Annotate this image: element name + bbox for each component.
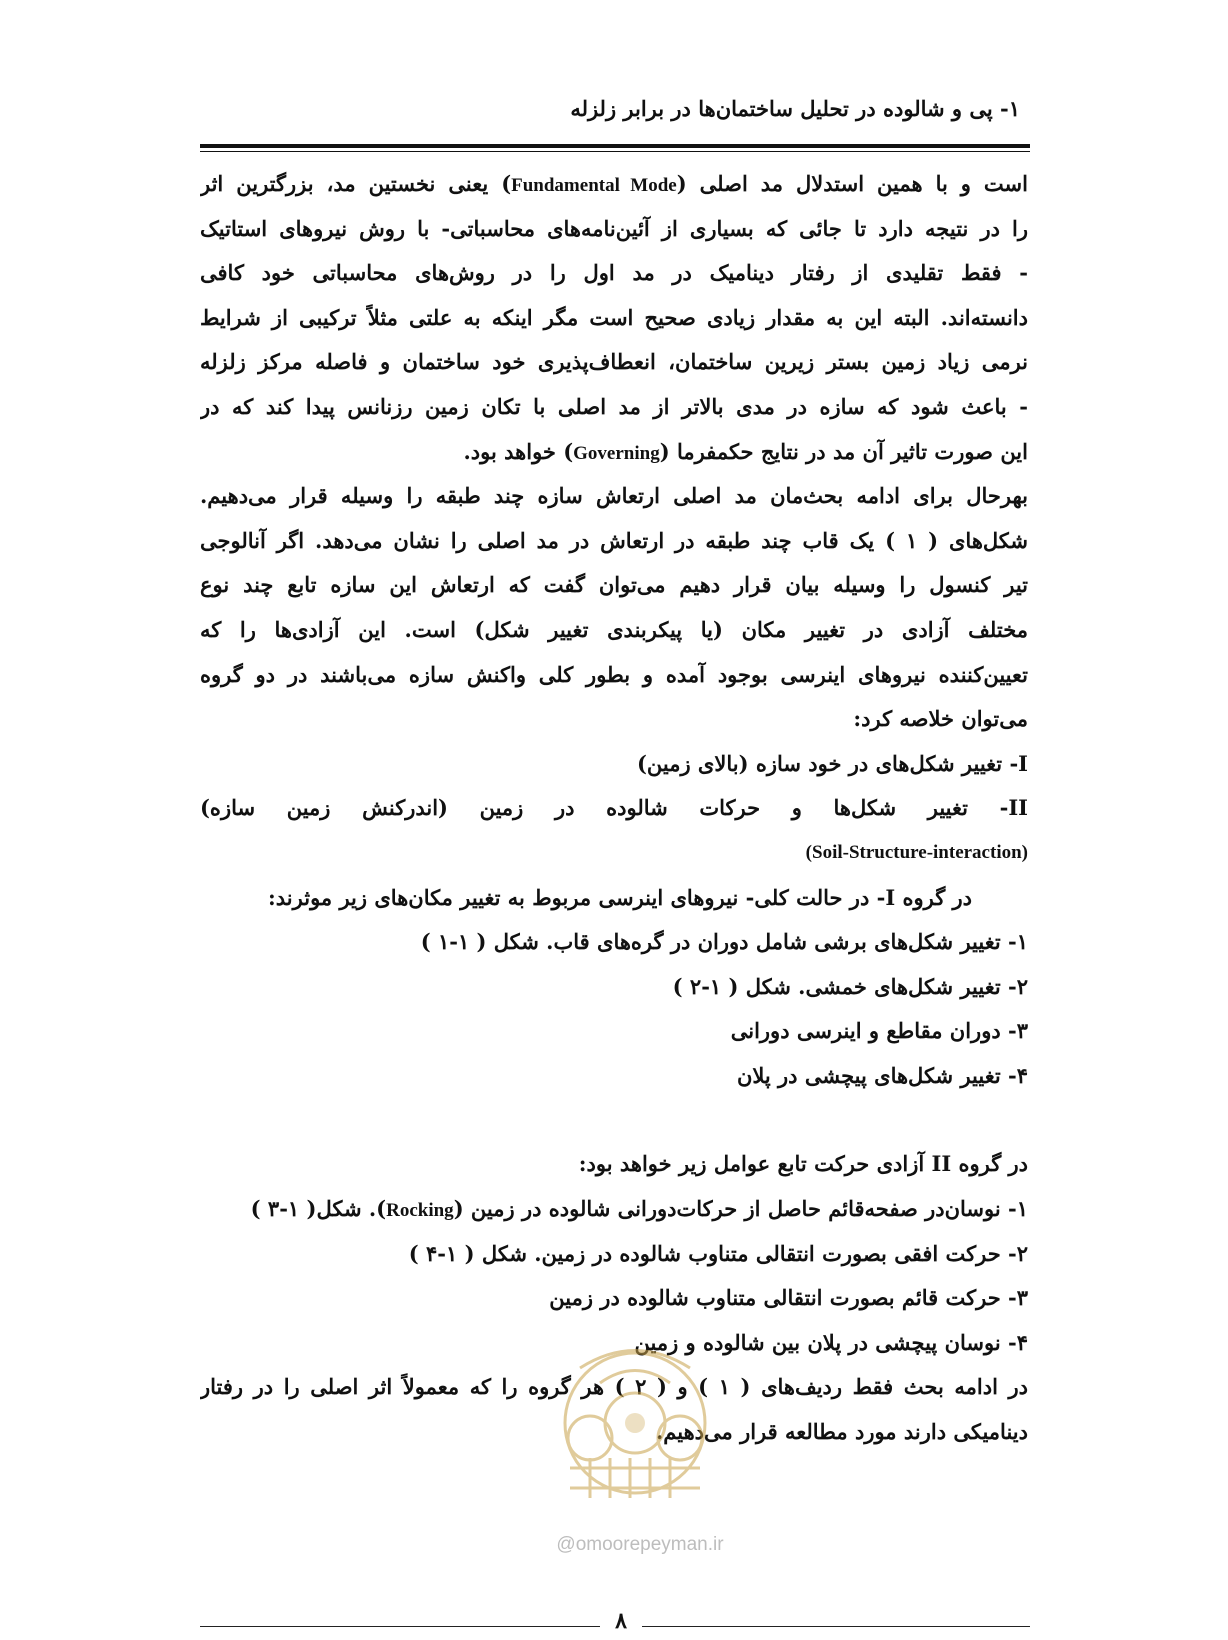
list-item: ۱- تغییر شکل‌های برشی شامل دوران در گره‌های قاب. شکل ( ۱-۱ ) [420, 929, 1028, 955]
header-rule-thin [200, 151, 1030, 152]
watermark-text: @omoorepeyman.ir [556, 1534, 724, 1555]
section-gap [200, 1098, 1028, 1142]
rocking-term: Rocking [386, 1200, 454, 1222]
paragraph-line: این صورت تاثیر آن مد در نتایج حکمفرما (Governing) خواهد بود. [463, 438, 1028, 464]
list-item: ۲- حرکت افقی بصورت انتقالی متناوب شالوده در زمین. شکل ( ۱-۴ ) [408, 1240, 1028, 1266]
paragraph-line: - باعث شود که سازه در مدی بالاتر از مد اصلی با تکان زمین رزنانس پیدا کند که در [200, 393, 1028, 419]
paragraph-line: - فقط تقلیدی از رفتار دینامیک در مد اول را در روش‌های محاسباتی خود کافی [200, 260, 1028, 286]
paragraph-line: شکل‌های ( ۱ ) یک قاب چند طبقه در ارتعاش در مد اصلی را نشان می‌دهد. اگر آنالوجی [200, 527, 1028, 553]
paragraph-line: بهرحال برای ادامه بحث‌مان مد اصلی ارتعاش سازه چند طبقه را وسیله قرار می‌دهیم. [200, 483, 1028, 509]
running-title: ۱- پی و شالوده در تحلیل ساختمان‌ها در برابر زلزله [570, 96, 1020, 121]
soil-structure-interaction-term: (Soil-Structure-interaction) [805, 841, 1028, 863]
list-item: ۳- دوران مقاطع و اینرسی دورانی [730, 1018, 1028, 1044]
paragraph-line: مختلف آزادی در تغییر مکان (یا پیکربندی تغییر شکل) است. این آزادی‌ها را که [200, 616, 1028, 642]
group-ii-label: II- تغییر شکل‌ها و حرکات شالوده در زمین (اندرکنش زمین سازه) [200, 795, 1028, 821]
paragraph-line: می‌توان خلاصه کرد: [853, 706, 1028, 732]
list-item: ۴- تغییر شکل‌های پیچشی در پلان [736, 1062, 1028, 1088]
governing-term: Governing [573, 442, 660, 464]
list-item: ۲- تغییر شکل‌های خمشی. شکل ( ۱-۲ ) [672, 973, 1028, 999]
list-item: ۳- حرکت قائم بصورت انتقالی متناوب شالوده در زمین [549, 1285, 1028, 1311]
omoore-peyman-seal-icon [530, 1328, 740, 1508]
footer-rule-left [200, 1626, 600, 1627]
list-item: ۴- نوسان پیچشی در پلان بین شالوده و زمین [634, 1329, 1028, 1355]
paragraph-line: تعیین‌کننده نیروهای اینرسی بوجود آمده و بطور کلی واکنش سازه می‌باشند در دو گروه [200, 661, 1028, 687]
closing-line: در ادامه بحث فقط ردیف‌های ( ۱ ) و ( ۲ ) هر گروه را که معمولاً اثر اصلی را در رفتار [200, 1374, 1028, 1400]
paragraph-line: تیر کنسول را وسیله بیان قرار دهیم می‌توان گفت که ارتعاش این سازه تابع چند نوع [200, 572, 1028, 598]
group-i-label: I- تغییر شکل‌های در خود سازه (بالای زمین) [636, 750, 1028, 776]
footer-rule-right [642, 1626, 1030, 1627]
group-ii-intro: در گروه II آزادی حرکت تابع عوامل زیر خواهد بود: [578, 1151, 1028, 1177]
group-i-intro: در گروه I- در حالت کلی- نیروهای اینرسی مربوط به تغییر مکان‌های زیر موثرند: [268, 884, 972, 910]
body-text [200, 162, 1028, 1455]
header-rule-thick [200, 144, 1030, 148]
fundamental-mode-term: Fundamental Mode [511, 175, 677, 196]
paragraph-line: را در نتیجه دارد تا جائی که بسیاری از آئین‌نامه‌های محاسباتی- با روش نیروهای استاتیک [200, 215, 1028, 241]
paragraph-line: است و با همین استدلال مد اصلی (Fundamental Mode) یعنی نخستین مد، بزرگترین اثر [200, 171, 1028, 196]
closing-line: دینامیکی دارند مورد مطالعه قرار می‌دهیم. [655, 1419, 1028, 1445]
paragraph-line: نرمی زیاد زمین بستر زیرین ساختمان، انعطاف‌پذیری خود ساختمان و فاصله مرکز زلزله [200, 349, 1028, 375]
paragraph-line: دانسته‌اند. البته این به مقدار زیادی صحیح است مگر اینکه به علتی مثلاً ترکیبی از شرایط [200, 304, 1028, 330]
list-item: ۱- نوسان‌در صفحه‌قائم حاصل از حرکات‌دورانی شالوده در زمین (Rocking). شکل( ۱-۳ ) [250, 1196, 1028, 1222]
page-number: ۸ [615, 1608, 627, 1634]
